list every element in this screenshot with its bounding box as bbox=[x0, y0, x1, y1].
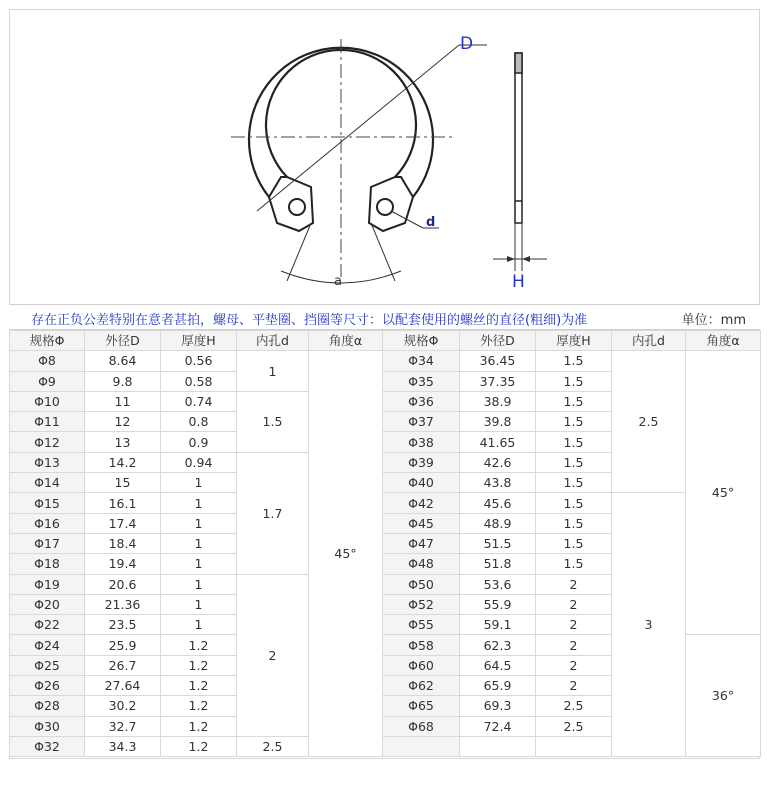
spec-code-cell: Φ16 bbox=[10, 513, 85, 533]
hole-diameter-cell: 1.5 bbox=[237, 391, 309, 452]
thickness-cell: 0.74 bbox=[161, 391, 237, 411]
thickness-cell: 2.5 bbox=[536, 716, 612, 736]
thickness-cell: 1 bbox=[161, 615, 237, 635]
thickness-cell: 1.5 bbox=[536, 371, 612, 391]
outer-diameter-cell: 64.5 bbox=[460, 655, 536, 675]
header-outer-diameter-right: 外径D bbox=[460, 331, 536, 351]
header-thickness-right: 厚度H bbox=[536, 331, 612, 351]
spec-code-cell: Φ42 bbox=[383, 493, 460, 513]
outer-diameter-cell: 55.9 bbox=[460, 594, 536, 614]
spec-code-cell: Φ60 bbox=[383, 655, 460, 675]
outer-diameter-cell: 32.7 bbox=[85, 716, 161, 736]
table-header-row bbox=[10, 331, 761, 351]
hole-diameter-cell: 1.7 bbox=[237, 452, 309, 574]
spec-code-cell: Φ15 bbox=[10, 493, 85, 513]
outer-diameter-cell: 14.2 bbox=[85, 452, 161, 472]
right-lug-hole bbox=[377, 199, 393, 215]
spec-code-cell: Φ26 bbox=[10, 676, 85, 696]
spec-code-cell: Φ50 bbox=[383, 574, 460, 594]
outer-diameter-cell: 45.6 bbox=[460, 493, 536, 513]
thickness-cell: 1.2 bbox=[161, 716, 237, 736]
thickness-cell: 1.5 bbox=[536, 493, 612, 513]
outer-diameter-cell: 8.64 bbox=[85, 351, 161, 371]
thickness-cell: 1.5 bbox=[536, 351, 612, 371]
spec-code-cell: Φ17 bbox=[10, 533, 85, 553]
spec-code-cell: Φ30 bbox=[10, 716, 85, 736]
table-row bbox=[10, 351, 761, 371]
thickness-cell: 1 bbox=[161, 513, 237, 533]
spec-code-cell: Φ18 bbox=[10, 554, 85, 574]
thickness-cell: 0.9 bbox=[161, 432, 237, 452]
header-angle-left: 角度α bbox=[309, 331, 383, 351]
outer-diameter-cell: 42.6 bbox=[460, 452, 536, 472]
table-row bbox=[10, 493, 761, 513]
ring-left-lug bbox=[269, 177, 313, 231]
spec-code-cell: Φ65 bbox=[383, 696, 460, 716]
thickness-cell: 1.5 bbox=[536, 473, 612, 493]
spec-code-cell: Φ11 bbox=[10, 412, 85, 432]
spec-code-cell: Φ36 bbox=[383, 391, 460, 411]
spec-code-cell: Φ55 bbox=[383, 615, 460, 635]
spec-code-cell: Φ13 bbox=[10, 452, 85, 472]
outer-diameter-cell: 25.9 bbox=[85, 635, 161, 655]
outer-diameter-cell: 16.1 bbox=[85, 493, 161, 513]
thickness-cell: 1 bbox=[161, 554, 237, 574]
outer-diameter-cell bbox=[460, 736, 536, 756]
spec-code-cell: Φ68 bbox=[383, 716, 460, 736]
thickness-cell: 1.5 bbox=[536, 452, 612, 472]
spec-code-cell: Φ45 bbox=[383, 513, 460, 533]
spec-code-cell: Φ47 bbox=[383, 533, 460, 553]
thickness-cell: 1.5 bbox=[536, 391, 612, 411]
hole-diameter-cell: 2.5 bbox=[237, 736, 309, 756]
label-diameter-D: D bbox=[460, 34, 474, 54]
header-spec-left: 规格Φ bbox=[10, 331, 85, 351]
thickness-cell: 2 bbox=[536, 574, 612, 594]
spec-code-cell: Φ12 bbox=[10, 432, 85, 452]
outer-diameter-cell: 41.65 bbox=[460, 432, 536, 452]
hole-diameter-cell: 2 bbox=[237, 574, 309, 736]
thickness-cell: 0.8 bbox=[161, 412, 237, 432]
angle-cell: 45° bbox=[686, 351, 761, 635]
outer-diameter-cell: 23.5 bbox=[85, 615, 161, 635]
thickness-cell: 2.5 bbox=[536, 696, 612, 716]
spec-table-body bbox=[10, 351, 761, 757]
outer-diameter-cell: 51.5 bbox=[460, 533, 536, 553]
spec-code-cell: Φ52 bbox=[383, 594, 460, 614]
outer-diameter-cell: 48.9 bbox=[460, 513, 536, 533]
thickness-cell bbox=[536, 736, 612, 756]
thickness-arrow-left bbox=[507, 256, 515, 262]
thickness-cell: 1.2 bbox=[161, 635, 237, 655]
thickness-cell: 1.2 bbox=[161, 736, 237, 756]
thickness-cell: 1.2 bbox=[161, 676, 237, 696]
spec-code-cell: Φ35 bbox=[383, 371, 460, 391]
unit-label: 单位：mm bbox=[681, 313, 746, 328]
side-view-body bbox=[515, 53, 522, 223]
header-outer-diameter-left: 外径D bbox=[85, 331, 161, 351]
outer-diameter-cell: 17.4 bbox=[85, 513, 161, 533]
spec-code-cell: Φ62 bbox=[383, 676, 460, 696]
thickness-cell: 2 bbox=[536, 594, 612, 614]
thickness-cell: 2 bbox=[536, 615, 612, 635]
angle-cell: 45° bbox=[309, 351, 383, 757]
thickness-cell: 1.5 bbox=[536, 513, 612, 533]
thickness-cell: 1.5 bbox=[536, 533, 612, 553]
thickness-cell: 1 bbox=[161, 594, 237, 614]
thickness-cell: 1 bbox=[161, 574, 237, 594]
spec-code-cell: Φ9 bbox=[10, 371, 85, 391]
hole-diameter-cell: 1 bbox=[237, 351, 309, 392]
header-thickness-left: 厚度H bbox=[161, 331, 237, 351]
thickness-cell: 2 bbox=[536, 655, 612, 675]
spec-code-cell: Φ40 bbox=[383, 473, 460, 493]
outer-diameter-cell: 20.6 bbox=[85, 574, 161, 594]
spec-code-cell: Φ25 bbox=[10, 655, 85, 675]
side-view-top-hatch bbox=[515, 53, 522, 73]
notice-bar bbox=[9, 304, 760, 330]
outer-diameter-cell: 72.4 bbox=[460, 716, 536, 736]
hole-diameter-cell: 2.5 bbox=[612, 351, 686, 493]
outer-diameter-cell: 27.64 bbox=[85, 676, 161, 696]
spec-code-cell: Φ8 bbox=[10, 351, 85, 371]
label-angle-a: a bbox=[334, 274, 342, 289]
spec-code-cell: Φ24 bbox=[10, 635, 85, 655]
outer-diameter-cell: 69.3 bbox=[460, 696, 536, 716]
hole-diameter-cell: 3 bbox=[612, 493, 686, 757]
thickness-cell: 1.2 bbox=[161, 655, 237, 675]
spec-code-cell: Φ58 bbox=[383, 635, 460, 655]
thickness-cell: 0.58 bbox=[161, 371, 237, 391]
outer-diameter-cell: 62.3 bbox=[460, 635, 536, 655]
diameter-leader bbox=[257, 45, 459, 211]
spec-code-cell bbox=[383, 736, 460, 756]
outer-diameter-cell: 53.6 bbox=[460, 574, 536, 594]
outer-diameter-cell: 19.4 bbox=[85, 554, 161, 574]
label-hole-d: d bbox=[426, 215, 436, 230]
thickness-cell: 1.5 bbox=[536, 412, 612, 432]
outer-diameter-cell: 9.8 bbox=[85, 371, 161, 391]
outer-diameter-cell: 12 bbox=[85, 412, 161, 432]
header-hole-right: 内孔d bbox=[612, 331, 686, 351]
spec-code-cell: Φ32 bbox=[10, 736, 85, 756]
spec-code-cell: Φ22 bbox=[10, 615, 85, 635]
outer-diameter-cell: 65.9 bbox=[460, 676, 536, 696]
left-lug-hole bbox=[289, 199, 305, 215]
spec-code-cell: Φ20 bbox=[10, 594, 85, 614]
label-thickness-H: H bbox=[512, 272, 525, 292]
header-hole-left: 内孔d bbox=[237, 331, 309, 351]
outer-diameter-cell: 36.45 bbox=[460, 351, 536, 371]
spec-code-cell: Φ39 bbox=[383, 452, 460, 472]
thickness-arrow-right bbox=[522, 256, 530, 262]
spec-code-cell: Φ37 bbox=[383, 412, 460, 432]
spec-code-cell: Φ34 bbox=[383, 351, 460, 371]
thickness-cell: 1.5 bbox=[536, 432, 612, 452]
outer-diameter-cell: 39.8 bbox=[460, 412, 536, 432]
spec-code-cell: Φ48 bbox=[383, 554, 460, 574]
thickness-cell: 1 bbox=[161, 473, 237, 493]
spec-code-cell: Φ28 bbox=[10, 696, 85, 716]
outer-diameter-cell: 59.1 bbox=[460, 615, 536, 635]
spec-code-cell: Φ38 bbox=[383, 432, 460, 452]
spec-code-cell: Φ19 bbox=[10, 574, 85, 594]
outer-diameter-cell: 21.36 bbox=[85, 594, 161, 614]
thickness-cell: 0.94 bbox=[161, 452, 237, 472]
thickness-cell: 2 bbox=[536, 635, 612, 655]
thickness-cell: 2 bbox=[536, 676, 612, 696]
thickness-cell: 1.2 bbox=[161, 696, 237, 716]
angle-cell: 36° bbox=[686, 635, 761, 757]
spec-code-cell: Φ14 bbox=[10, 473, 85, 493]
header-angle-right: 角度α bbox=[686, 331, 761, 351]
outer-diameter-cell: 11 bbox=[85, 391, 161, 411]
outer-diameter-cell: 26.7 bbox=[85, 655, 161, 675]
ring-right-lug bbox=[369, 177, 413, 231]
tolerance-notice: 存在正负公差特别在意者甚拍，螺母、平垫圈、挡圈等尺寸：以配套使用的螺丝的直径(粗细)为准 bbox=[31, 313, 588, 328]
outer-diameter-cell: 34.3 bbox=[85, 736, 161, 756]
outer-diameter-cell: 43.8 bbox=[460, 473, 536, 493]
outer-diameter-cell: 37.35 bbox=[460, 371, 536, 391]
outer-diameter-cell: 51.8 bbox=[460, 554, 536, 574]
thickness-cell: 1 bbox=[161, 493, 237, 513]
outer-diameter-cell: 15 bbox=[85, 473, 161, 493]
outer-diameter-cell: 13 bbox=[85, 432, 161, 452]
thickness-cell: 1 bbox=[161, 533, 237, 553]
retaining-ring-drawing bbox=[9, 9, 760, 300]
thickness-cell: 0.56 bbox=[161, 351, 237, 371]
header-spec-right: 规格Φ bbox=[383, 331, 460, 351]
spec-code-cell: Φ10 bbox=[10, 391, 85, 411]
thickness-cell: 1.5 bbox=[536, 554, 612, 574]
outer-diameter-cell: 38.9 bbox=[460, 391, 536, 411]
outer-diameter-cell: 30.2 bbox=[85, 696, 161, 716]
spec-table bbox=[9, 330, 761, 757]
outer-diameter-cell: 18.4 bbox=[85, 533, 161, 553]
